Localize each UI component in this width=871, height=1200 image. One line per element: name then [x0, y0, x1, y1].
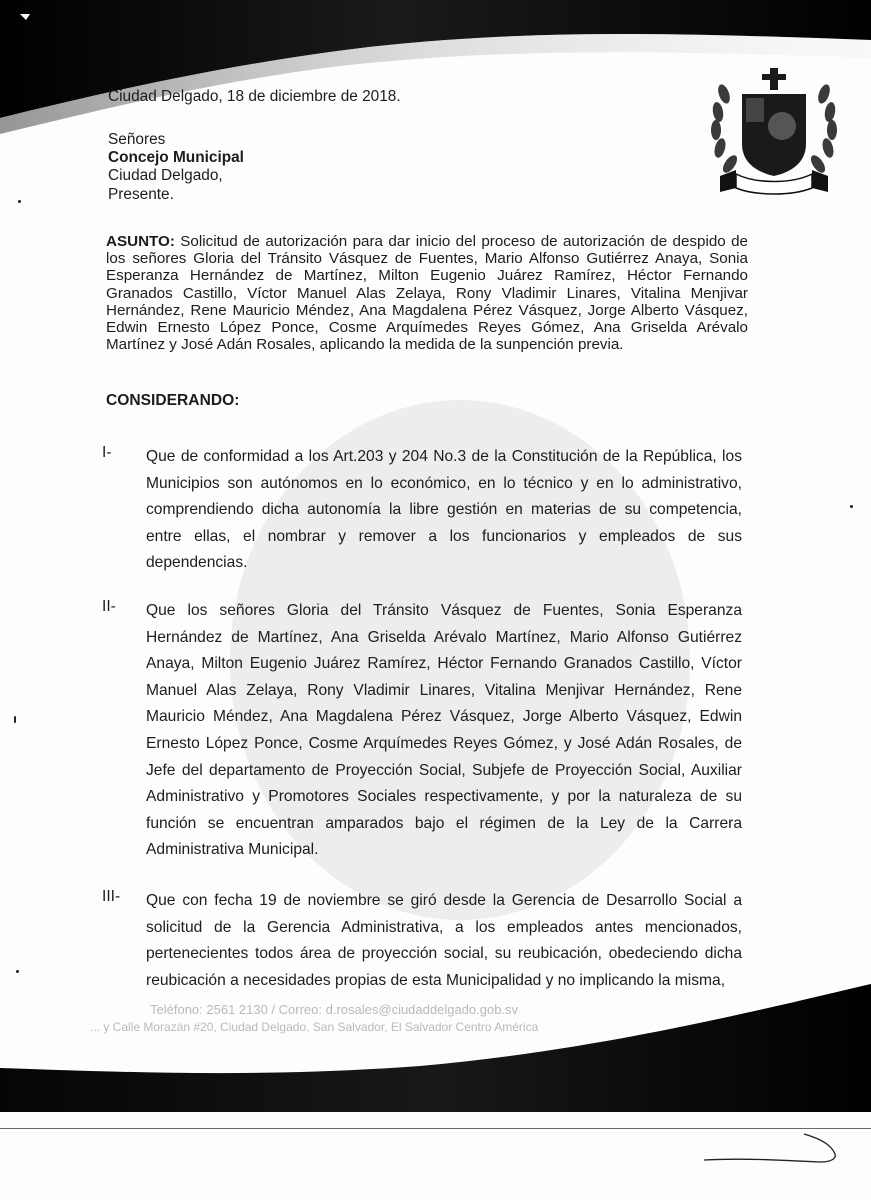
considerando-heading: CONSIDERANDO: — [106, 392, 240, 409]
recipient-body: Concejo Municipal — [108, 149, 244, 167]
item-text: Que con fecha 19 de noviembre se giró desde la Gerencia de Desarrollo Social a solicitud de la Gerencia Administrativa, a los empleados antes mencionados, pertenecientes todos área de proyección social, su reubicación, obedeciendo dicha reubicación a necesidades propias de esta Municipalidad y no implicando la misma, — [146, 892, 742, 989]
item-number: I- — [102, 444, 112, 461]
recipient-city: Ciudad Delgado, — [108, 167, 223, 185]
item-text: Que los señores Gloria del Tránsito Vásquez de Fuentes, Sonia Esperanza Hernández de Martínez, Ana Griselda Arévalo Martínez, Mario Alfonso Gutiérrez Anaya, Milton Eugenio Juárez Ramírez, Héctor Fernando Granados Castillo, Víctor Manuel Alas Zelaya, Rony Vladimir Linares, Vitalina Menjivar Hernández, Rene Mauricio Méndez, Ana Magdalena Pérez Vásquez, Jorge Alberto Vásquez, Edwin Ernesto López Ponce, Cosme Arquímedes Reyes Gómez, y José Adán Rosales, de Jefe del departamento de Proyección Social, Subjefe de Proyección Social, Auxiliar Administrativo y Promotores Sociales respectivamente, y por la naturaleza de su función se encuentran amparados bajo el régimen de la Ley de la Carrera Administrativa Municipal. — [146, 602, 742, 859]
pen-scribble-mark — [700, 1130, 850, 1175]
recipient-presente: Presente. — [108, 185, 174, 203]
scan-speck — [18, 200, 21, 203]
asunto-paragraph — [106, 233, 748, 353]
scan-speck — [16, 970, 19, 973]
scan-edge-line — [0, 1128, 871, 1129]
date-line: Ciudad Delgado, 18 de diciembre de 2018. — [108, 88, 401, 105]
recipient-greeting: Señores — [108, 131, 166, 148]
asunto-text: Solicitud de autorización para dar inicio del proceso de autorización de despido de los señores Gloria del Tránsito Vásquez de Fuentes, Mario Alfonso Gutiérrez Anaya, Sonia Esperanza Hernández de Martínez, Milton Eugenio Juárez Ramírez, Héctor Fernando Granados Castillo, Víctor Manuel Alas Zelaya, Rony Vladimir Linares, Vitalina Menjivar Hernández, Rene Mauricio Méndez, Ana Magdalena Pérez Vásquez, Jorge Alberto Vásquez, Edwin Ernesto López Ponce, Cosme Arquímedes Reyes Gómez, Ana Griselda Arévalo Martínez y José Adán Rosales, aplicando la medida de la sunpención previa. — [106, 233, 748, 354]
footer-contact-line: Teléfono: 2561 2130 / Correo: d.rosales@ciudaddelgado.gob.sv — [150, 1002, 519, 1017]
footer-address-line: ... y Calle Morazán #20, Ciudad Delgado, San Salvador, El Salvador Centro América — [90, 1020, 539, 1034]
scan-speck — [850, 505, 853, 508]
recipient-block — [108, 131, 244, 204]
item-number: III- — [102, 888, 121, 905]
scan-speck — [14, 716, 16, 723]
item-number: II- — [102, 598, 116, 615]
item-text: Que de conformidad a los Art.203 y 204 No.3 de la Constitución de la República, los Municipios son autónomos en lo económico, en lo técnico y en lo administrativo, comprendiendo dicha autonomía la libre gestión en materias de su competencia, entre ellas, el nombrar y remover a los funcionarios y empleados de sus dependencias. — [146, 448, 742, 572]
bottom-decorative-band — [0, 980, 871, 1120]
municipal-crest-icon — [706, 66, 842, 198]
asunto-label: ASUNTO: — [106, 233, 175, 250]
